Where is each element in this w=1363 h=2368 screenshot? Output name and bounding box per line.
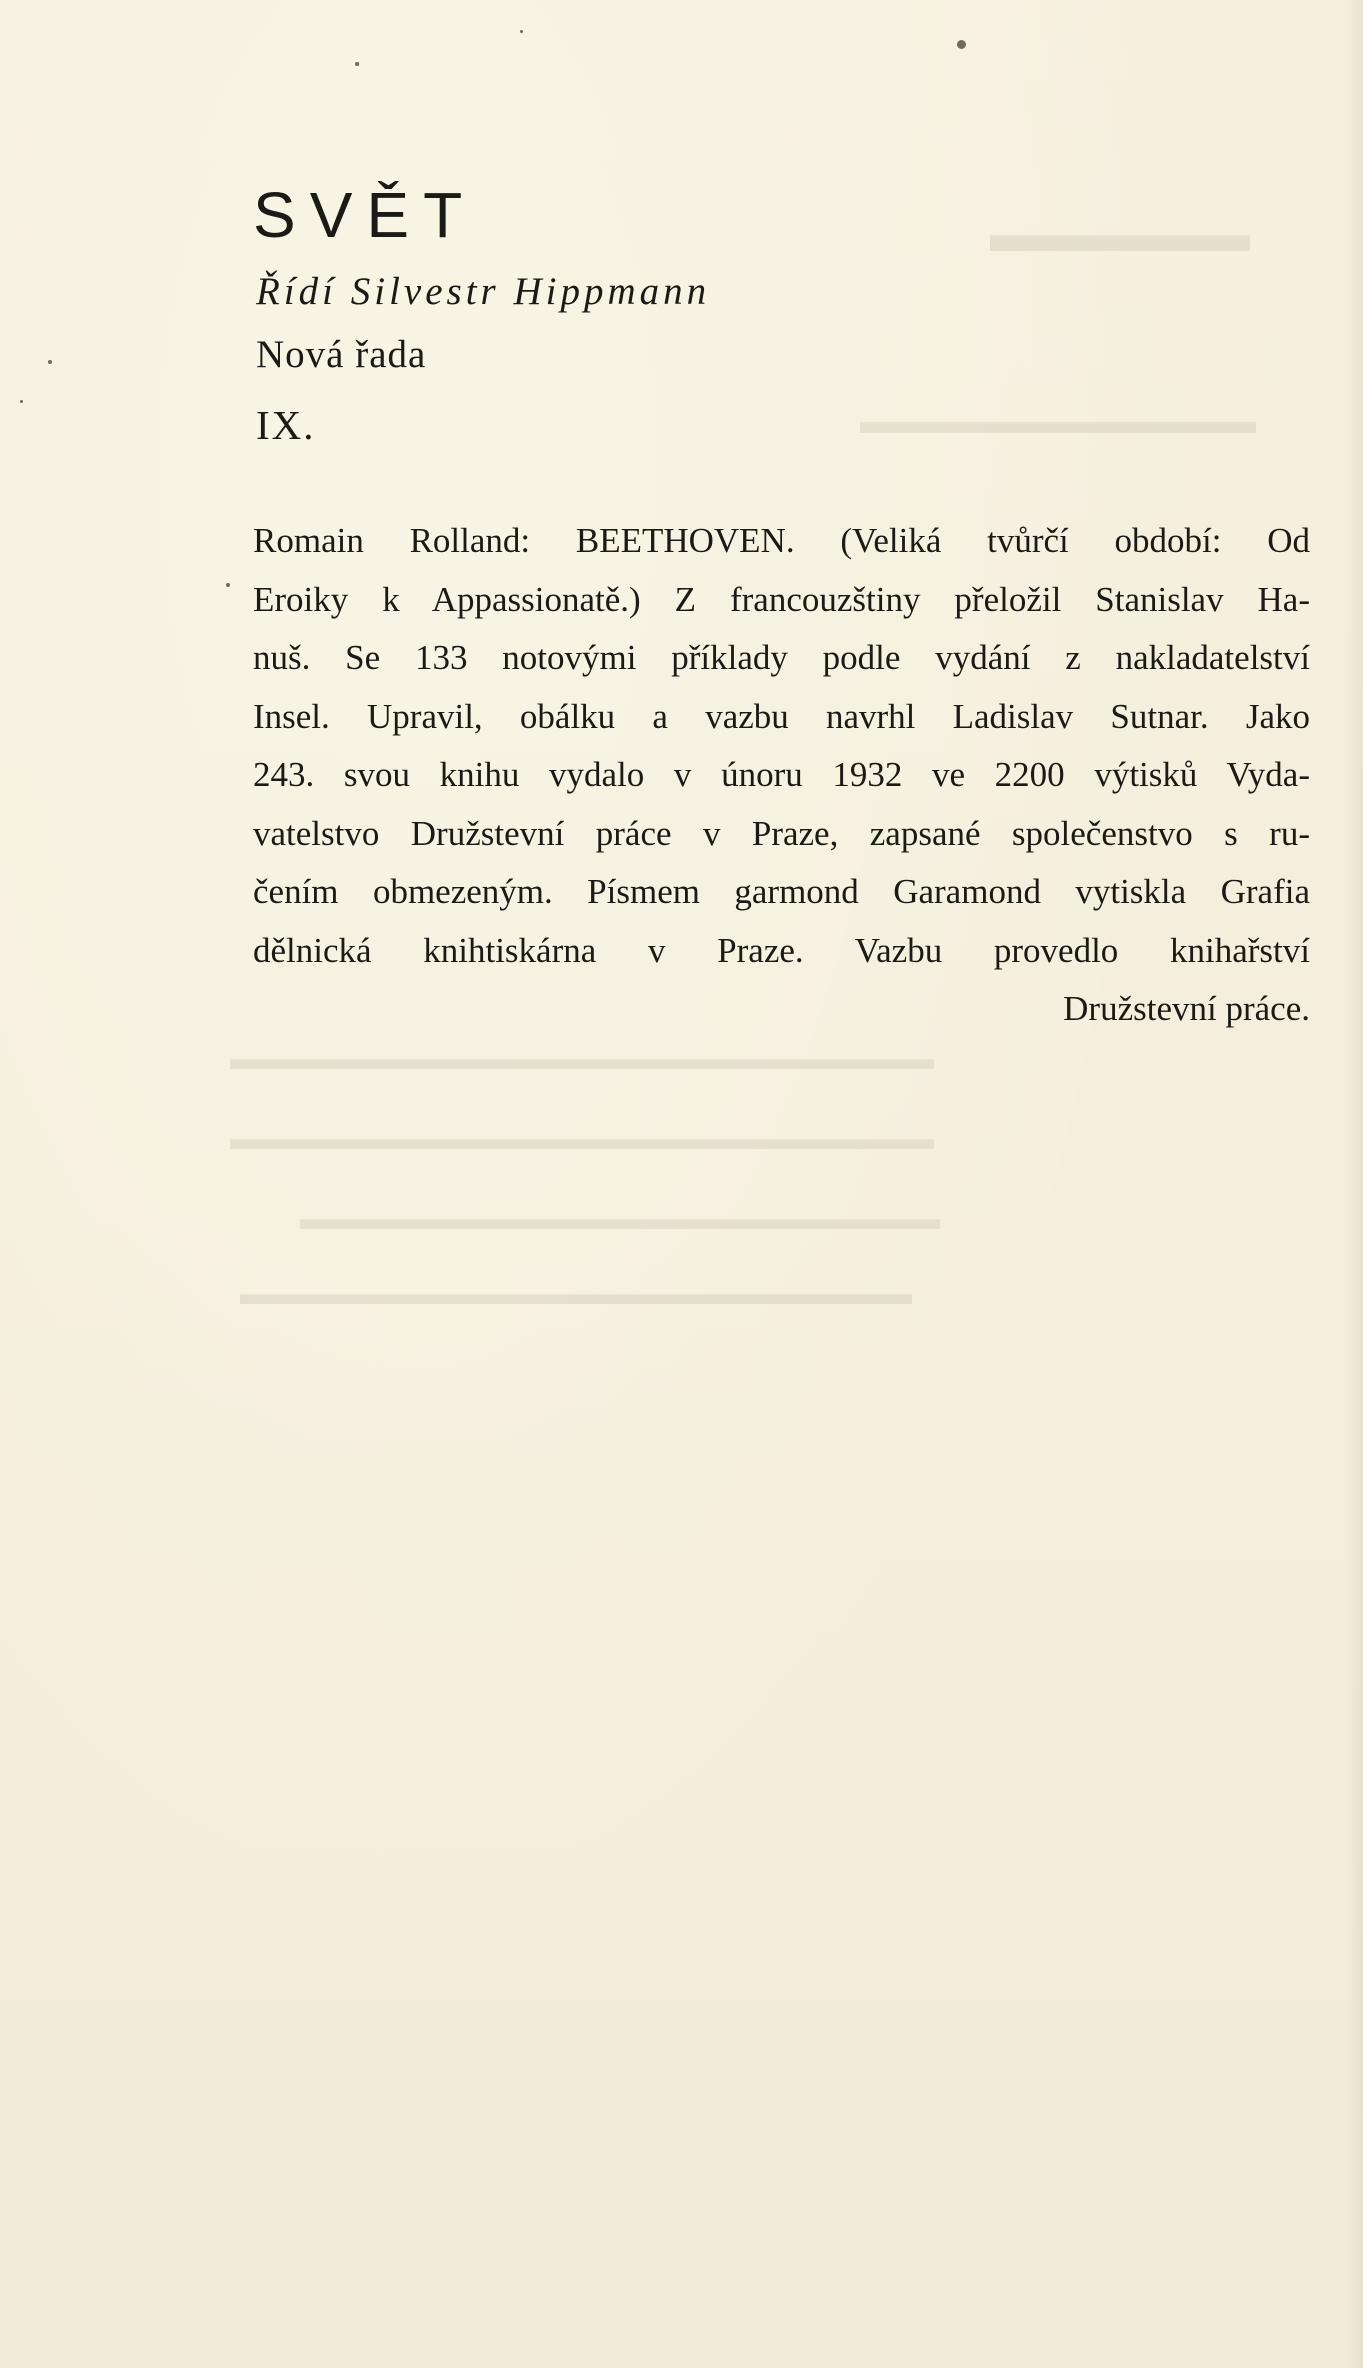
paper-speck <box>355 62 359 66</box>
show-through-texture: ▬▬▬▬▬▬▬▬▬▬▬▬▬▬▬▬▬▬▬▬▬▬ <box>230 1040 934 1076</box>
show-through-texture: ▬▬▬▬▬▬▬▬▬▬▬▬▬▬▬▬▬▬▬▬▬ <box>240 1275 912 1311</box>
page-edge-shadow <box>1345 0 1363 2368</box>
show-through-texture: ▬▬▬▬▬▬▬▬▬▬▬▬▬▬▬▬▬▬▬▬ <box>300 1200 940 1236</box>
paper-speck <box>20 400 23 403</box>
colophon-line: Družstevní práce. <box>1063 989 1310 1028</box>
colophon-line: nuš. Se 133 notovými příklady podle vydání z nakladatelství <box>253 638 1310 677</box>
paper-speck <box>957 40 966 49</box>
paper-speck <box>226 583 230 587</box>
colophon-line: dělnická knihtiskárna v Praze. Vazbu provedlo knihařství <box>253 930 1310 970</box>
colophon-text <box>253 512 1310 1039</box>
show-through-texture: ▬▬▬▬▬▬▬▬▬▬▬ <box>860 401 1256 441</box>
show-through-texture: ▬▬▬▬▬▬▬▬▬▬▬▬▬▬▬▬▬▬▬▬▬▬ <box>230 1120 934 1156</box>
series-subseries: Nová řada <box>256 333 427 376</box>
paper-speck <box>48 360 52 364</box>
colophon-line: Insel. Upravil, obálku a vazbu navrhl Ladislav Sutnar. Jako <box>253 696 1310 736</box>
colophon-line: 243. svou knihu vydalo v únoru 1932 ve 2200 výtisků Vyda- <box>253 755 1310 794</box>
show-through-texture: ▬▬▬▬▬ <box>990 206 1250 263</box>
volume-number: IX. <box>256 402 316 448</box>
series-editor: Řídí Silvestr Hippmann <box>256 270 711 313</box>
colophon-line: čením obmezeným. Písmem garmond Garamond vytiskla Grafia <box>253 872 1310 911</box>
series-title: SVĚT <box>253 179 477 251</box>
colophon-line: vatelstvo Družstevní práce v Praze, zapsané společenstvo s ru- <box>253 813 1310 853</box>
colophon-line: Eroiky k Appassionatě.) Z francouzštiny přeložil Stanislav Ha- <box>253 579 1310 619</box>
colophon-line: Romain Rolland: BEETHOVEN. (Veliká tvůrčí období: Od <box>253 521 1310 560</box>
paper-speck <box>520 30 523 33</box>
